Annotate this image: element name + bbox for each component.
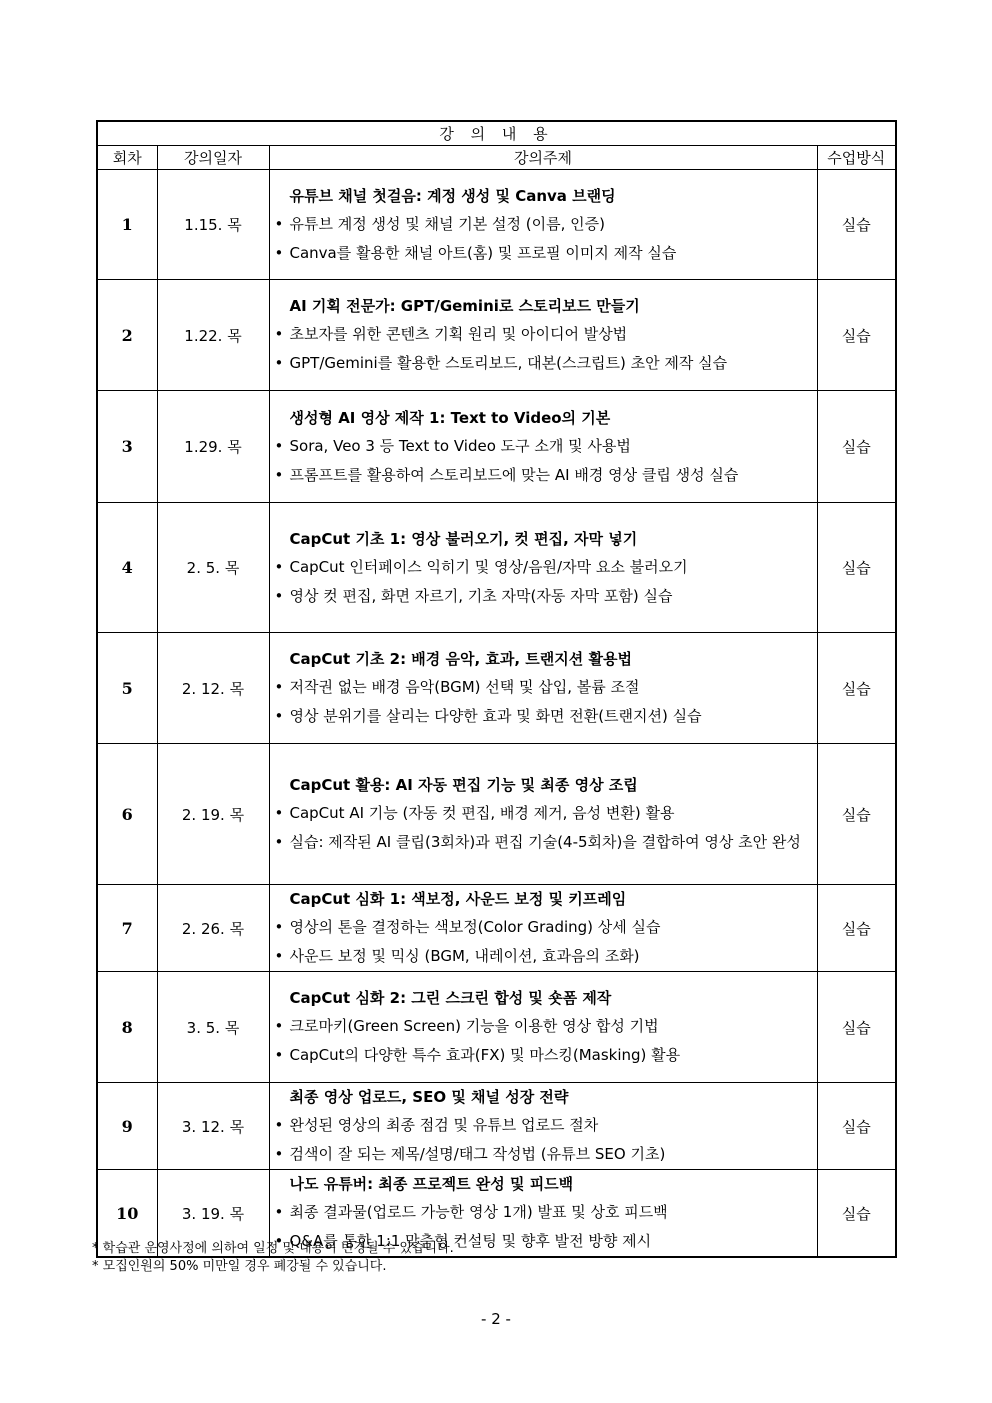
session-method: 실습	[817, 1083, 896, 1170]
bullet-item: • CapCut AI 기능 (자동 컷 편집, 배경 제거, 음성 변환) 활용	[274, 799, 813, 828]
topic-bullets	[274, 673, 813, 731]
session-number: 2	[97, 280, 157, 391]
topic-title: 나도 유튜버: 최종 프로젝트 완성 및 피드백	[289, 1175, 574, 1193]
session-date: 2. 12. 목	[157, 633, 269, 744]
session-date: 3. 19. 목	[157, 1170, 269, 1258]
session-method: 실습	[817, 885, 896, 972]
session-method: 실습	[817, 280, 896, 391]
session-number: 1	[97, 170, 157, 280]
table-row	[97, 744, 896, 885]
session-number: 5	[97, 633, 157, 744]
bullet-item: • 크로마키(Green Screen) 기능을 이용한 영상 합성 기법	[274, 1012, 813, 1041]
lecture-schedule-table	[96, 120, 897, 1258]
topic-bullets	[274, 799, 813, 857]
session-date: 1.22. 목	[157, 280, 269, 391]
header-topic: 강의주제	[269, 146, 817, 170]
topic-bullets	[274, 1111, 813, 1169]
session-number: 3	[97, 391, 157, 503]
session-method: 실습	[817, 744, 896, 885]
header-method: 수업방식	[817, 146, 896, 170]
session-topic	[269, 170, 817, 280]
footnote: * 모집인원의 50% 미만일 경우 폐강될 수 있습니다.	[92, 1259, 387, 1274]
bullet-item: • 실습: 제작된 AI 클립(3회차)과 편집 기술(4-5회차)을 결합하여 영상 초안 완성	[274, 828, 813, 857]
topic-title: 유튜브 채널 첫걸음: 계정 생성 및 Canva 브랜딩	[289, 186, 616, 205]
bullet-item: • 검색이 잘 되는 제목/설명/태그 작성법 (유튜브 SEO 기초)	[274, 1140, 813, 1169]
page-number: - 2 -	[481, 1310, 511, 1328]
topic-bullets	[274, 320, 813, 378]
session-number: 8	[97, 972, 157, 1083]
bullet-item: • 사운드 보정 및 믹싱 (BGM, 내레이션, 효과음의 조화)	[274, 942, 813, 971]
header-date: 강의일자	[157, 146, 269, 170]
bullet-item: • 초보자를 위한 콘텐츠 기획 원리 및 아이디어 발상법	[274, 320, 813, 349]
topic-title: AI 기획 전문가: GPT/Gemini로 스토리보드 만들기	[289, 297, 640, 315]
bullet-item: • 저작권 없는 배경 음악(BGM) 선택 및 삽입, 볼륨 조절	[274, 673, 813, 702]
session-number: 6	[97, 744, 157, 885]
topic-title: CapCut 기초 1: 영상 불러오기, 컷 편집, 자막 넣기	[289, 529, 638, 548]
session-date: 1.15. 목	[157, 170, 269, 280]
table-row	[97, 885, 896, 972]
session-date: 3. 12. 목	[157, 1083, 269, 1170]
session-method: 실습	[817, 391, 896, 503]
table-row	[97, 972, 896, 1083]
bullet-item: • 영상의 톤을 결정하는 색보정(Color Grading) 상세 실습	[274, 913, 813, 942]
table-row	[97, 503, 896, 633]
topic-title: 생성형 AI 영상 제작 1: Text to Video의 기본	[289, 408, 611, 427]
bullet-item: • Q&A를 통한 1:1 맞춤형 컨설팅 및 향후 발전 방향 제시	[274, 1227, 813, 1256]
session-number: 7	[97, 885, 157, 972]
session-topic	[269, 744, 817, 885]
table-row	[97, 1083, 896, 1170]
topic-title: CapCut 기초 2: 배경 음악, 효과, 트랜지션 활용법	[289, 650, 632, 668]
topic-bullets	[274, 1012, 813, 1070]
table-row	[97, 633, 896, 744]
session-number: 9	[97, 1083, 157, 1170]
topic-title: CapCut 심화 1: 색보정, 사운드 보정 및 키프레임	[289, 890, 627, 908]
bullet-item: • CapCut의 다양한 특수 효과(FX) 및 마스킹(Masking) 활용	[274, 1041, 813, 1070]
session-method: 실습	[817, 503, 896, 633]
table-row	[97, 391, 896, 503]
footnotes	[92, 1240, 454, 1276]
session-number: 4	[97, 503, 157, 633]
bullet-item: • Sora, Veo 3 등 Text to Video 도구 소개 및 사용법	[274, 432, 813, 461]
topic-title: CapCut 심화 2: 그린 스크린 합성 및 숏폼 제작	[289, 989, 612, 1007]
bullet-item: • 유튜브 계정 생성 및 채널 기본 설정 (이름, 인증)	[274, 210, 813, 239]
topic-bullets	[274, 913, 813, 971]
session-topic	[269, 972, 817, 1083]
session-topic	[269, 633, 817, 744]
session-date: 2. 5. 목	[157, 503, 269, 633]
session-method: 실습	[817, 972, 896, 1083]
bullet-item: • CapCut 인터페이스 익히기 및 영상/음원/자막 요소 불러오기	[274, 553, 813, 582]
footnote: * 학습관 운영사정에 의하여 일정 및 내용이 변경될 수 있습니다.	[92, 1241, 454, 1256]
bullet-item: • 프롬프트를 활용하여 스토리보드에 맞는 AI 배경 영상 클립 생성 실습	[274, 461, 813, 490]
topic-bullets	[274, 553, 813, 611]
session-number: 10	[97, 1170, 157, 1258]
topic-bullets	[274, 432, 813, 490]
session-topic	[269, 280, 817, 391]
bullet-item: • GPT/Gemini를 활용한 스토리보드, 대본(스크립트) 초안 제작 실습	[274, 349, 813, 378]
table-row	[97, 280, 896, 391]
session-date: 3. 5. 목	[157, 972, 269, 1083]
session-date: 2. 19. 목	[157, 744, 269, 885]
bullet-item: • 영상 컷 편집, 화면 자르기, 기초 자막(자동 자막 포함) 실습	[274, 582, 813, 611]
topic-bullets	[274, 210, 813, 268]
bullet-item: • Canva를 활용한 채널 아트(홈) 및 프로필 이미지 제작 실습	[274, 239, 813, 268]
session-topic	[269, 503, 817, 633]
session-method: 실습	[817, 1170, 896, 1258]
table-row	[97, 170, 896, 280]
session-topic	[269, 1083, 817, 1170]
header-session: 회차	[97, 146, 157, 170]
session-topic	[269, 391, 817, 503]
topic-title: CapCut 활용: AI 자동 편집 기능 및 최종 영상 조립	[289, 776, 638, 794]
session-method: 실습	[817, 633, 896, 744]
bullet-item: • 완성된 영상의 최종 점검 및 유튜브 업로드 절차	[274, 1111, 813, 1140]
session-date: 1.29. 목	[157, 391, 269, 503]
table-title: 강 의 내 용	[97, 121, 896, 146]
session-date: 2. 26. 목	[157, 885, 269, 972]
bullet-item: • 최종 결과물(업로드 가능한 영상 1개) 발표 및 상호 피드백	[274, 1198, 813, 1227]
topic-title: 최종 영상 업로드, SEO 및 채널 성장 전략	[289, 1088, 569, 1106]
session-method: 실습	[817, 170, 896, 280]
bullet-item: • 영상 분위기를 살리는 다양한 효과 및 화면 전환(트랜지션) 실습	[274, 702, 813, 731]
session-topic	[269, 885, 817, 972]
